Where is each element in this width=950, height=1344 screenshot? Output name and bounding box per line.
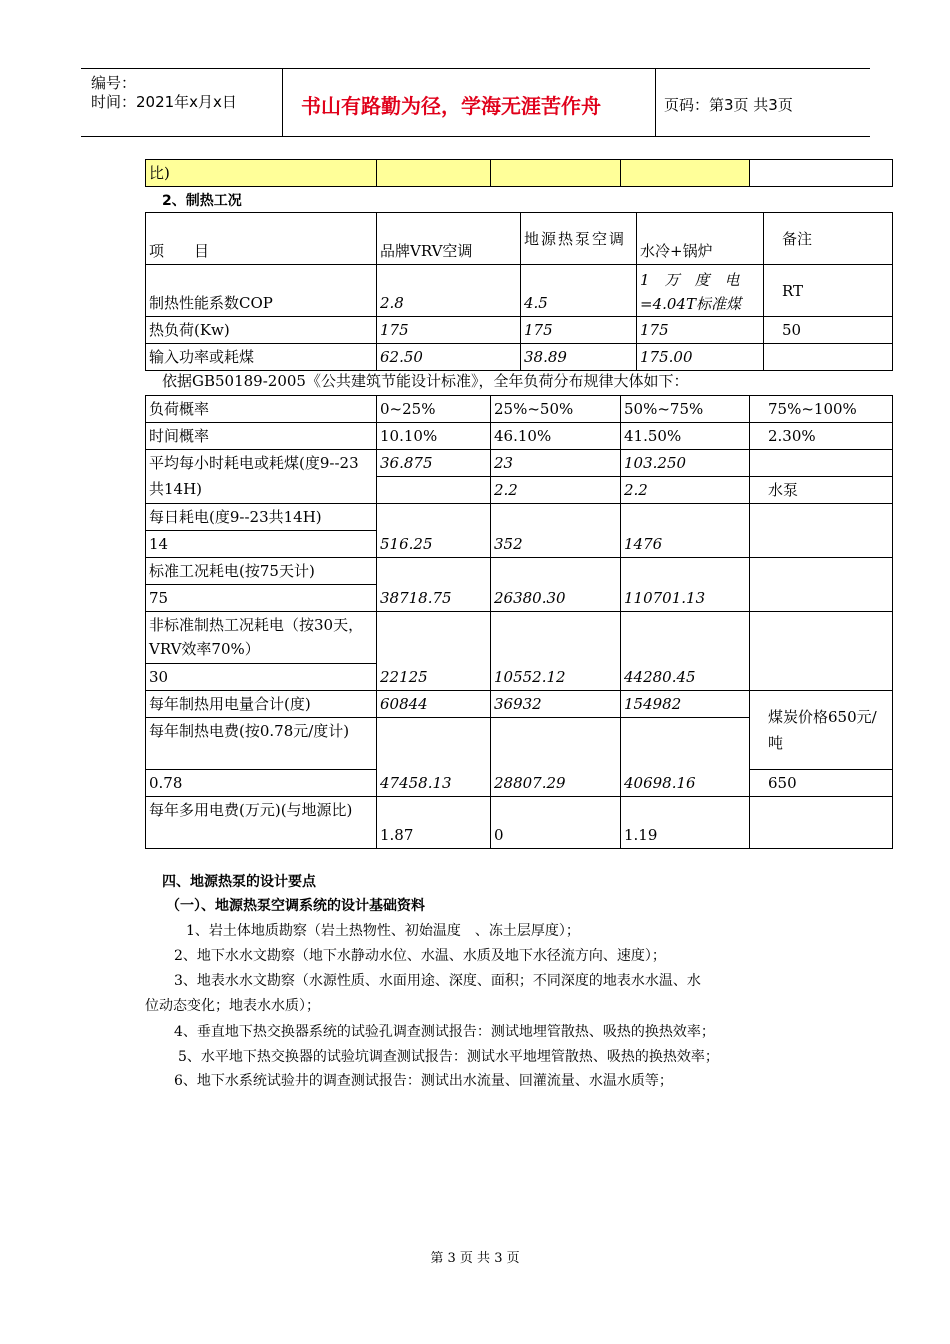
table-cell: 2.2 <box>491 477 621 504</box>
table-row <box>146 612 893 664</box>
coal-price-value: 650 <box>750 770 893 797</box>
section-4-title: 四、地源热泵的设计要点 <box>162 874 316 890</box>
list-item: 4、垂直地下热交换器系统的试验孔调查测试报告：测试地埋管散热、吸热的换热效率； <box>174 1024 715 1040</box>
header-cell: 品牌VRV空调 <box>377 213 521 265</box>
table-cell: 10552.12 <box>491 612 621 691</box>
motto: 书山有路勤为径，学海无涯苦作舟 <box>301 94 601 118</box>
header-cell: 项 目 <box>146 213 377 265</box>
table-cell: 50%~75% <box>621 396 750 423</box>
table-cell: 1476 <box>621 504 750 558</box>
table-row <box>146 317 893 344</box>
row-factor: 0.78 <box>146 770 377 797</box>
table-cell: 38.89 <box>521 344 637 371</box>
table-cell: 75%~100% <box>750 396 893 423</box>
document-date: 时间：2021年x月x日 <box>91 93 237 111</box>
document-number: 编号： <box>91 74 137 92</box>
highlight-cell <box>491 160 621 187</box>
table-cell: 352 <box>491 504 621 558</box>
header-cell: 备注 <box>764 213 893 265</box>
table-cell: 36932 <box>491 691 621 718</box>
highlight-cell <box>621 160 750 187</box>
table-cell: 40698.16 <box>621 718 750 797</box>
table-cell <box>750 612 893 691</box>
table-cell: 36.875 <box>377 450 491 477</box>
header-cell: 水冷+锅炉 <box>637 213 764 265</box>
table-cell: 25%~50% <box>491 396 621 423</box>
table-cell <box>750 797 893 849</box>
list-item: 3、地表水水文勘察（水源性质、水面用途、深度、面积；不同深度的地表水水温、水 <box>174 973 701 989</box>
section-heating-title: 2、制热工况 <box>162 193 242 209</box>
table-cell: 175 <box>521 317 637 344</box>
row-label: 平均每小时耗电或耗煤(度9--23共14H) <box>146 450 377 504</box>
row-label: 每年制热电费(按0.78元/度计) <box>146 718 377 770</box>
table-cell: 154982 <box>621 691 750 718</box>
row-label: 非标准制热工况耗电（按30天，VRV效率70%） <box>146 612 377 664</box>
table-cell: 103.250 <box>621 450 750 477</box>
table-row <box>146 423 893 450</box>
table-row <box>146 396 893 423</box>
table-cell: 10.10% <box>377 423 491 450</box>
table-cell: 175.00 <box>637 344 764 371</box>
table-cell <box>750 504 893 558</box>
table-cell: 2.2 <box>621 477 750 504</box>
table-cell: 516.25 <box>377 504 491 558</box>
table-cell: 2.30% <box>750 423 893 450</box>
table-cell: 41.50% <box>621 423 750 450</box>
table-cell <box>750 450 893 477</box>
table-cell: 110701.13 <box>621 558 750 612</box>
header-left-cell <box>81 69 283 136</box>
table-cell: 1 万 度 电=4.04T标准煤 <box>637 265 764 317</box>
row-label: 每日耗电(度9--23共14H) <box>146 504 377 531</box>
row-label: 每年制热用电量合计(度) <box>146 691 377 718</box>
header-motto-cell <box>283 69 656 136</box>
table-cell: 175 <box>377 317 521 344</box>
page-counter: 页码：第3页 共3页 <box>664 96 793 114</box>
table-cell: 水泵 <box>750 477 893 504</box>
page-footer: 第 3 页 共 3 页 <box>430 1251 520 1266</box>
table-cell: 47458.13 <box>377 718 491 797</box>
table-cell <box>377 477 491 504</box>
standard-note: 依据GB50189-2005《公共建筑节能设计标准》，全年负荷分布规律大体如下： <box>162 372 689 390</box>
table-cell: 1.19 <box>621 797 750 849</box>
table-cell: 175 <box>637 317 764 344</box>
row-label: 热负荷(Kw) <box>146 317 377 344</box>
table-cell: 0 <box>491 797 621 849</box>
highlight-cell <box>377 160 491 187</box>
table-cell: 38718.75 <box>377 558 491 612</box>
header-cell: 地源热泵空调 <box>521 213 637 265</box>
section-4-subtitle: （一）、地源热泵空调系统的设计基础资料 <box>166 898 425 914</box>
page-header <box>81 68 870 137</box>
row-factor: 75 <box>146 585 377 612</box>
table-cell: RT <box>764 265 893 317</box>
table-row <box>146 160 893 187</box>
fragment-cell: 比) <box>146 160 377 187</box>
row-label: 每年多用电费(万元)(与地源比) <box>146 797 377 849</box>
row-label: 制热性能系数COP <box>146 265 377 317</box>
table-cell <box>750 558 893 612</box>
top-fragment-table <box>145 159 893 187</box>
table-cell: 4.5 <box>521 265 637 317</box>
table-row <box>146 265 893 317</box>
row-factor: 30 <box>146 664 377 691</box>
table-cell: 62.50 <box>377 344 521 371</box>
table-header-row <box>146 213 893 265</box>
load-table <box>145 395 893 849</box>
row-label: 输入功率或耗煤 <box>146 344 377 371</box>
table-row <box>146 450 893 477</box>
list-item: 1、岩土体地质勘察（岩土热物性、初始温度 、冻土层厚度）； <box>186 923 580 939</box>
table-cell: 46.10% <box>491 423 621 450</box>
heating-table <box>145 212 893 371</box>
list-item: 2、地下水水文勘察（地下水静动水位、水温、水质及地下水径流方向、速度）； <box>174 948 666 964</box>
table-cell: 2.8 <box>377 265 521 317</box>
row-factor: 14 <box>146 531 377 558</box>
list-item: 位动态变化；地表水水质）； <box>145 998 320 1014</box>
empty-cell <box>750 160 893 187</box>
row-label: 负荷概率 <box>146 396 377 423</box>
row-label: 时间概率 <box>146 423 377 450</box>
table-cell: 26380.30 <box>491 558 621 612</box>
table-cell: 44280.45 <box>621 612 750 691</box>
table-cell: 23 <box>491 450 621 477</box>
table-row <box>146 691 893 718</box>
row-label: 标准工况耗电(按75天计) <box>146 558 377 585</box>
table-cell: 1.87 <box>377 797 491 849</box>
coal-price-note: 煤炭价格650元/吨 <box>750 691 893 770</box>
table-cell <box>764 344 893 371</box>
table-cell: 60844 <box>377 691 491 718</box>
list-item: 5、水平地下热交换器的试验坑调查测试报告：测试水平地埋管散热、吸热的换热效率； <box>178 1049 719 1065</box>
table-cell: 0~25% <box>377 396 491 423</box>
table-row <box>146 344 893 371</box>
table-row <box>146 797 893 849</box>
table-row <box>146 558 893 585</box>
list-item: 6、地下水系统试验井的调查测试报告：测试出水流量、回灌流量、水温水质等； <box>174 1073 673 1089</box>
table-cell: 50 <box>764 317 893 344</box>
table-row <box>146 504 893 531</box>
table-cell: 22125 <box>377 612 491 691</box>
table-cell: 28807.29 <box>491 718 621 797</box>
header-page-cell <box>656 69 870 136</box>
